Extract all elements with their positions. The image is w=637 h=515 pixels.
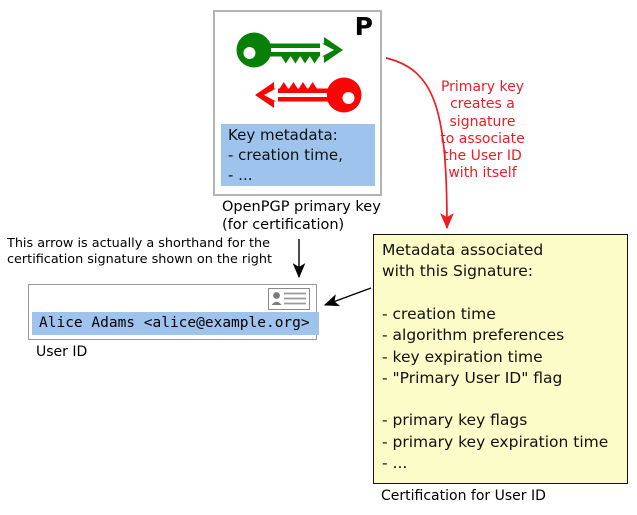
primary-key-p-label: P bbox=[354, 12, 373, 41]
contact-card-icon bbox=[268, 288, 310, 310]
key-metadata-line: - creation time, bbox=[228, 146, 343, 164]
key-pair-icon bbox=[223, 25, 375, 121]
user-id-box bbox=[28, 284, 317, 340]
red-key-icon bbox=[255, 78, 362, 113]
key-metadata-panel bbox=[221, 124, 375, 186]
key-metadata-line: Key metadata: bbox=[228, 126, 338, 144]
primary-key-signature-note: Primary key creates a signature to associate the User ID with itself bbox=[440, 79, 525, 182]
signature-item: - creation time bbox=[382, 304, 496, 323]
shorthand-note: This arrow is actually a shorthand for the certification signature shown on the right bbox=[7, 236, 273, 267]
primary-key-box bbox=[213, 10, 382, 196]
signature-item: - "Primary User ID" flag bbox=[382, 369, 563, 388]
signature-item: - ... bbox=[382, 454, 408, 473]
user-id-caption: User ID bbox=[36, 344, 88, 360]
key-metadata-line: - ... bbox=[228, 166, 253, 184]
certification-signature-box bbox=[373, 234, 628, 484]
signature-title: Metadata associated bbox=[382, 241, 544, 259]
signature-item: - primary key expiration time bbox=[382, 432, 609, 451]
primary-key-caption: OpenPGP primary key (for certification) bbox=[222, 199, 381, 233]
signature-item: - key expiration time bbox=[382, 347, 543, 366]
signature-item: - primary key flags bbox=[382, 411, 528, 430]
certification-to-userid-arrow bbox=[325, 288, 371, 305]
green-key-icon bbox=[237, 33, 344, 68]
signature-title: with this Signature: bbox=[382, 262, 534, 281]
certification-caption: Certification for User ID bbox=[381, 488, 546, 504]
signature-item: - algorithm preferences bbox=[382, 326, 565, 345]
user-id-value: Alice Adams <alice@example.org> bbox=[32, 312, 319, 335]
